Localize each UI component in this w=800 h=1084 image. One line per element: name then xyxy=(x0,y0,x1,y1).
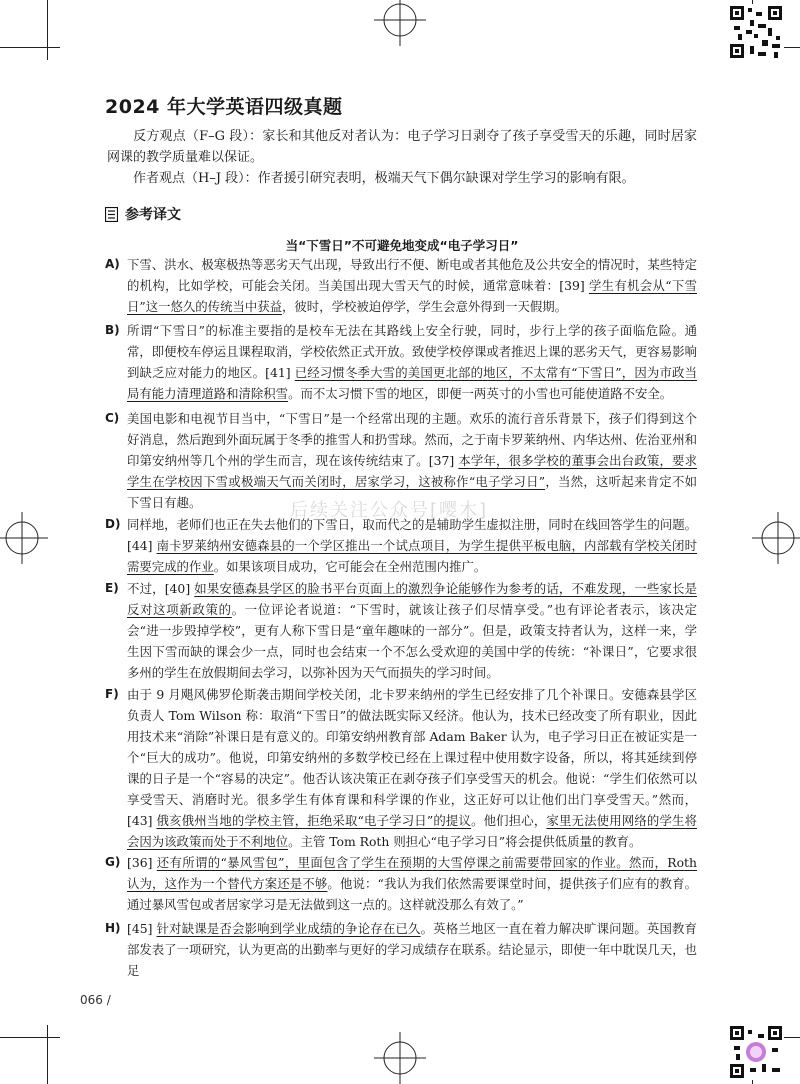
paragraph-label: G) xyxy=(105,855,121,869)
underlined-answer: 本学年，很多学校的董事会出台政策，要求学生在学校因下雪或极端天气而关闭时，居家学习，这被称作“电子学习日” xyxy=(127,453,698,489)
paragraph-label: F) xyxy=(105,687,119,701)
underlined-answer: 如果安德森县学区的脸书平台页面上的激烈争论能够作为参考的话，不难发现，一些家长是反对这项新政策的 xyxy=(127,581,698,617)
crop-mark xyxy=(0,1037,60,1038)
paragraph-f: F) 由于 9 月飓风佛罗伦斯袭击期间学校关闭，北卡罗来纳州的学生已经安排了几个补课日。安德森县学区负责人 Tom Wilson 称：取消“下雪日”的做法既实际又经济。他认为，技术已经改变了所有职业，因此用技术来“消除”补课日是有意义的。印第安纳州教育部 Adam Baker 认为，电子学习日正在被证实是一个“巨大的成功”。他说，印第安纳州的多数学校已经在上课过程中使用数字设备，所以，将其延续到停课的日子是一个“容易的决定”。他否认该决策正在剥夺孩子们享受雪天的机会。他说：“学生们依然可以享受雪天、消磨时光。很多学生有体育课和科学课的作业，这正好可以让他们出门享受雪天。”然而，[43] 俄亥俄州当地的学校主管，拒绝采取“电子学习日”的提议。他们担心，家里无法使用网络的学生将会因为该政策而处于不利地位。主管 Tom Roth 则担心“电子学习日”将会提供低质量的教育。 xyxy=(105,684,697,852)
paragraph-label: E) xyxy=(105,581,119,595)
paragraph-label: D) xyxy=(105,517,121,531)
underlined-answer: 还有所谓的“暴风雪包”，里面包含了学生在预期的大雪停课之前需要带回家的作业。然而，Roth 认为，这作为一个替代方案还是不够 xyxy=(127,855,697,891)
paragraph-g: G) [36] 还有所谓的“暴风雪包”，里面包含了学生在预期的大雪停课之前需要带回家的作业。然而，Roth 认为，这作为一个替代方案还是不够。他说：“我认为我们依然需要课堂时间，提供孩子们应有的教育。通过暴风雪包或者居家学习是无法做到这一点的。这样就没那么有效了。” xyxy=(105,852,697,915)
underlined-answer: 南卡罗莱纳州安德森县的一个学区推出一个试点项目，为学生提供平板电脑，内部载有学校关闭时需要完成的作业 xyxy=(127,538,698,574)
qr-code-icon xyxy=(728,4,784,60)
crop-mark xyxy=(0,47,60,48)
paragraph-e: E) 不过，[40] 如果安德森县学区的脸书平台页面上的激烈争论能够作为参考的话，不难发现，一些家长是反对这项新政策的。一位评论者说道：“下雪时，就该让孩子们尽情享受。”也有评论者表示，该决定会“进一步毁掉学校”，更有人称下雪日是“童年趣味的一部分”。但是，政策支持者认为，这样一来，学生因下雪而缺的课会少一点，同时也会结束一个不怎么受欢迎的美国中学的传统：“补课日”，它要求很多州的学生在放假期间去学习，以弥补因为天气而损失的学习时间。 xyxy=(105,578,697,683)
section-title: 参考译文 xyxy=(125,207,181,223)
document-icon xyxy=(105,207,118,222)
paragraph-a: A) 下雪、洪水、极寒极热等恶劣天气出现，导致出行不便、断电或者其他危及公共安全的情况时，某些特定的机构，比如学校，可能会关闭。当美国出现大雪天气的时候，通常意味着：[39] 学生有机会从“下雪日”这一悠久的传统当中获益，彼时，学校被迫停学，学生会意外得到一天假期。 xyxy=(105,254,697,317)
crop-mark xyxy=(47,1025,48,1084)
underlined-answer: 家里无法使用网络的学生将会因为该政策而处于不利地位 xyxy=(127,813,698,849)
underlined-answer: 俄亥俄州当地的学校主管，拒绝采取“电子学习日”的提议 xyxy=(156,813,472,828)
paragraph-label: A) xyxy=(105,257,120,271)
section-heading xyxy=(105,204,181,224)
paragraph-label: B) xyxy=(105,323,120,337)
intro-paragraph: 反方观点（F–G 段）：家长和其他反对者认为：电子学习日剥夺了孩子享受雪天的乐趣，同时居家网课的教学质量难以保证。 xyxy=(107,129,697,165)
registration-mark-right xyxy=(752,512,800,564)
paragraph-label: C) xyxy=(105,411,120,425)
underlined-answer: 学生有机会从“下雪日”这一悠久的传统当中获益 xyxy=(127,278,697,314)
translation-title: 当“下雪日”不可避免地变成“电子学习日” xyxy=(285,238,519,253)
page-title: 2024 年大学英语四级真题 xyxy=(105,96,343,118)
crop-mark xyxy=(47,0,48,60)
registration-mark-bottom xyxy=(374,1032,426,1084)
underlined-answer: 已经习惯冬季大雪的美国更北部的地区，不太常有“下雪日”，因为市政当局有能力清理道路和清除积雪 xyxy=(127,365,698,401)
registration-mark-top xyxy=(374,0,426,46)
paragraph-b: B) 所谓“下雪日”的标准主要指的是校车无法在其路线上安全行驶，同时，步行上学的孩子面临危险。通常，即便校车停运且课程取消，学校依然正式开放。致使学校停课或者推迟上课的恶劣天气，更容易影响到缺乏应对能力的地区。[41] 已经习惯冬季大雪的美国更北部的地区，不太常有“下雪日”，因为市政当局有能力清理道路和清除积雪。而不太习惯下雪的地区，即便一两英寸的小雪也可能使道路不安全。 xyxy=(105,320,697,404)
underlined-answer: 针对缺课是否会影响到学业成绩的争论存在已久 xyxy=(156,921,421,936)
paragraph-c: C) 美国电影和电视节目当中，“下雪日”是一个经常出现的主题。欢乐的流行音乐背景下，孩子们得到这个好消息，然后跑到外面玩属于冬季的推雪人和扔雪球。然而，之于南卡罗莱纳州、内华达州、佐治亚州和印第安纳州等几个州的学生而言，现在该传统结束了。[37] 本学年，很多学校的董事会出台政策，要求学生在学校因下雪或极端天气而关闭时，居家学习，这被称作“电子学习日”，当然，这听起来肯定不如下雪日有趣。 xyxy=(105,408,697,513)
page-number: 066 / xyxy=(80,993,111,1007)
registration-mark-left xyxy=(0,512,48,564)
intro-paragraph: 作者观点（H–J 段）：作者援引研究表明，极端天气下偶尔缺课对学生学习的影响有限。 xyxy=(133,171,635,186)
paragraph-d: D) 同样地，老师们也正在失去他们的下雪日，取而代之的是辅助学生虚拟注册，同时在线回答学生的问题。[44] 南卡罗莱纳州安德森县的一个学区推出一个试点项目，为学生提供平板电脑，内部载有学校关闭时需要完成的作业。如果该项目成功，它可能会在全州范围内推广。 xyxy=(105,514,697,577)
paragraph-h: H) [45] 针对缺课是否会影响到学业成绩的争论存在已久。英格兰地区一直在着力解决旷课问题。英国教育部发表了一项研究，认为更高的出勤率与更好的学习成绩存在联系。结论显示，即使一年中耽误几天，也足 xyxy=(105,918,697,981)
watermark: 后续关注公众号[嘤木] xyxy=(290,500,489,521)
qr-code-icon xyxy=(728,1024,784,1080)
paragraph-label: H) xyxy=(105,921,121,935)
